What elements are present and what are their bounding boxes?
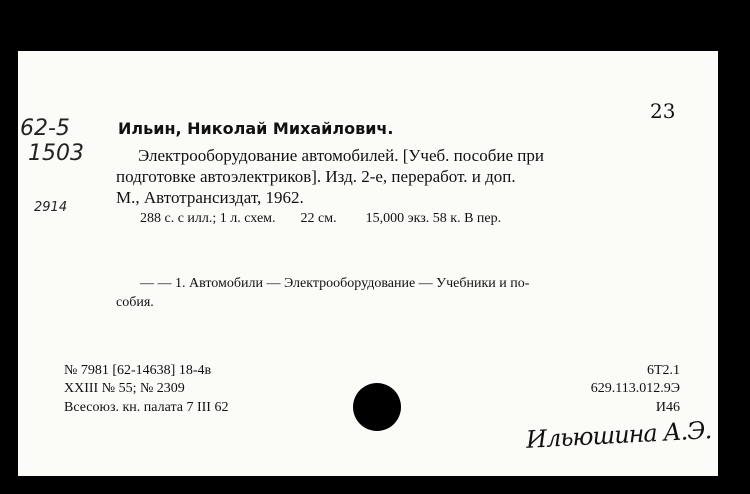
handwritten-shelfmark-bottom: 1503 — [28, 141, 84, 166]
handwritten-signature: Ильюшина А.Э. — [525, 416, 712, 454]
author-mark: И46 — [655, 400, 680, 415]
print-run-price: 15,000 экз. 58 к. В пер. — [365, 211, 502, 226]
subject-line-2: собия. — [116, 295, 154, 310]
footer-left-line-1: № 7981 [62-14638] 18-4в — [64, 363, 212, 378]
title-line-3: М., Автотрансиздат, 1962. — [116, 188, 304, 207]
card-number: 23 — [650, 99, 676, 123]
pages: 288 с. с илл.; 1 л. схем. — [140, 211, 276, 226]
subject-line-1: — — 1. Автомобили — Электрооборудование — Учебники и по- — [140, 276, 530, 291]
physical-description — [140, 212, 501, 226]
classification-1: 6Т2.1 — [646, 363, 680, 378]
handwritten-note: 2914 — [34, 200, 68, 215]
catalog-card — [18, 51, 718, 476]
footer-left-line-2: XXIII № 55; № 2309 — [64, 381, 185, 396]
handwritten-shelfmark-top: 62-5 — [20, 116, 70, 141]
punch-hole — [353, 383, 401, 431]
title-line-1: Электрооборудование автомобилей. [Учеб. пособие при — [138, 146, 544, 165]
footer-left-line-3: Всесоюз. кн. палата 7 III 62 — [64, 400, 229, 415]
classification-2: 629.113.012.9Э — [590, 381, 680, 396]
title-line-2: подготовке автоэлектриков]. Изд. 2-е, переработ. и доп. — [116, 167, 516, 186]
size: 22 см. — [300, 211, 337, 226]
author-heading: Ильин, Николай Михайлович. — [118, 119, 394, 138]
